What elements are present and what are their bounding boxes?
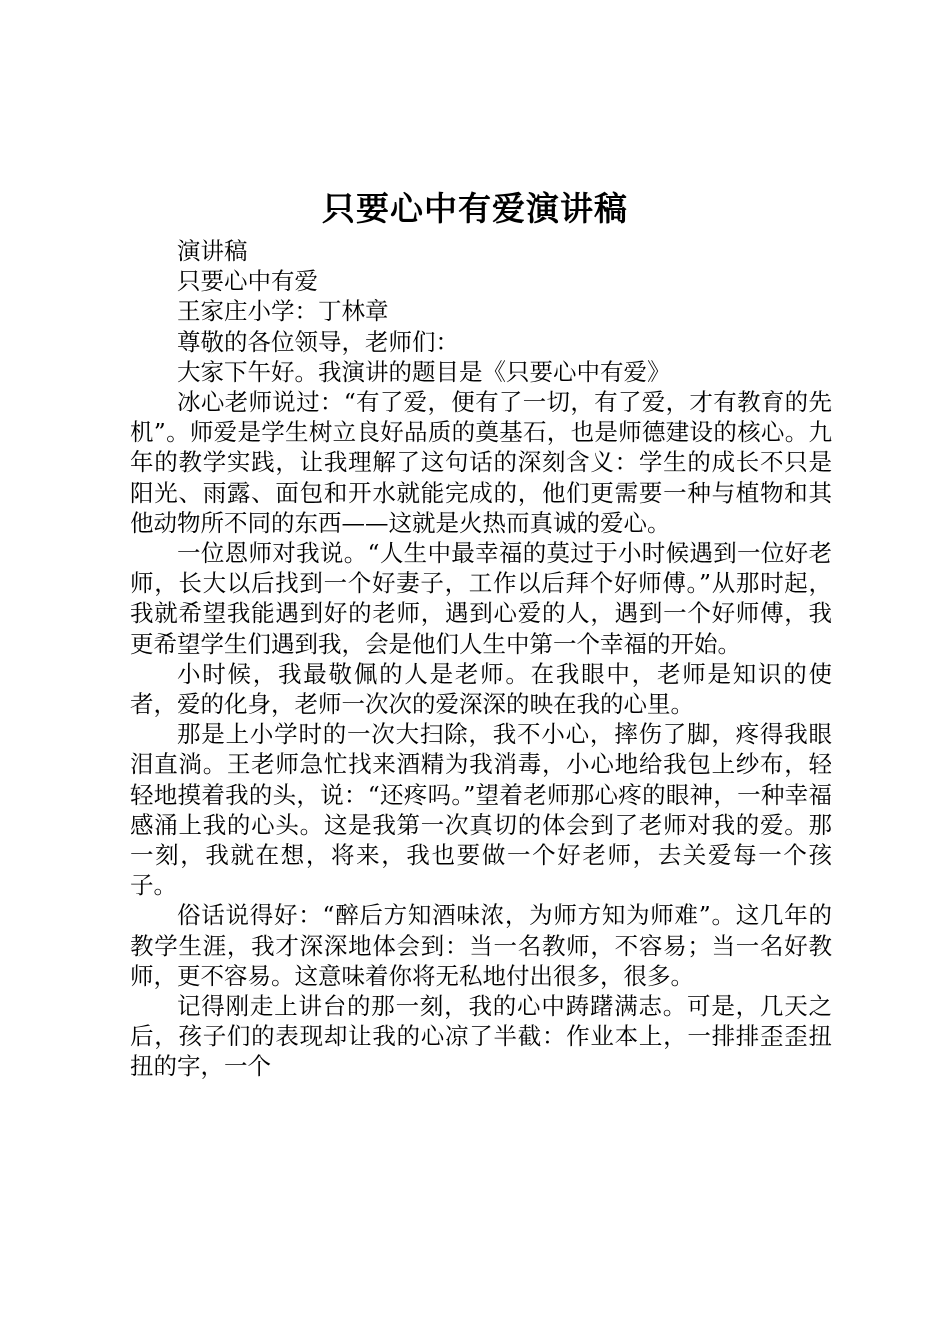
paragraph: 演讲稿 <box>177 237 248 265</box>
paragraph: 小时候，我最敬佩的人是老师。在我眼中，老师是知识的使者，爱的化身，老师一次次的爱深深的映在我的心里。 <box>130 659 832 719</box>
paragraph: 记得刚走上讲台的那一刻，我的心中踌躇满志。可是，几天之后，孩子们的表现却让我的心凉了半截：作业本上，一排排歪歪扭扭的字，一个 <box>130 992 832 1081</box>
document-title: 只要心中有爱演讲稿 <box>322 189 628 228</box>
paragraph: 尊敬的各位领导，老师们： <box>177 327 459 356</box>
paragraph: 大家下午好。我演讲的题目是《只要心中有爱》 <box>177 357 671 386</box>
document-body <box>130 236 832 1082</box>
paragraph: 只要心中有爱 <box>177 267 318 296</box>
paragraph: 王家庄小学：丁林章 <box>177 297 389 326</box>
paragraph: 那是上小学时的一次大扫除，我不小心，摔伤了脚，疼得我眼泪直淌。王老师急忙找来酒精为我消毒，小心地给我包上纱布，轻轻地摸着我的头，说：“还疼吗。”望着老师那心疼的眼神，一种幸福感涌上我的心头。这是我第一次真切的体会到了老师对我的爱。那一刻，我就在想，将来，我也要做一个好老师，去关爱每一个孩子。 <box>130 720 832 900</box>
paragraph: 俗话说得好：“醉后方知酒味浓，为师方知为师难”。这几年的教学生涯，我才深深地体会到：当一名教师，不容易；当一名好教师，更不容易。这意味着你将无私地付出很多，很多。 <box>130 901 832 990</box>
paragraph: 一位恩师对我说。“人生中最幸福的莫过于小时候遇到一位好老师，长大以后找到一个好妻子，工作以后拜个好师傅。”从那时起，我就希望我能遇到好的老师，遇到心爱的人，遇到一个好师傅，我更希望学生们遇到我，会是他们人生中第一个幸福的开始。 <box>130 539 832 658</box>
paragraph: 冰心老师说过：“有了爱，便有了一切，有了爱，才有教育的先机”。师爱是学生树立良好品质的奠基石，也是师德建设的核心。九年的教学实践，让我理解了这句话的深刻含义：学生的成长不只是阳光、雨露、面包和开水就能完成的，他们更需要一种与植物和其他动物所不同的东西——这就是火热而真诚的爱心。 <box>130 388 832 537</box>
